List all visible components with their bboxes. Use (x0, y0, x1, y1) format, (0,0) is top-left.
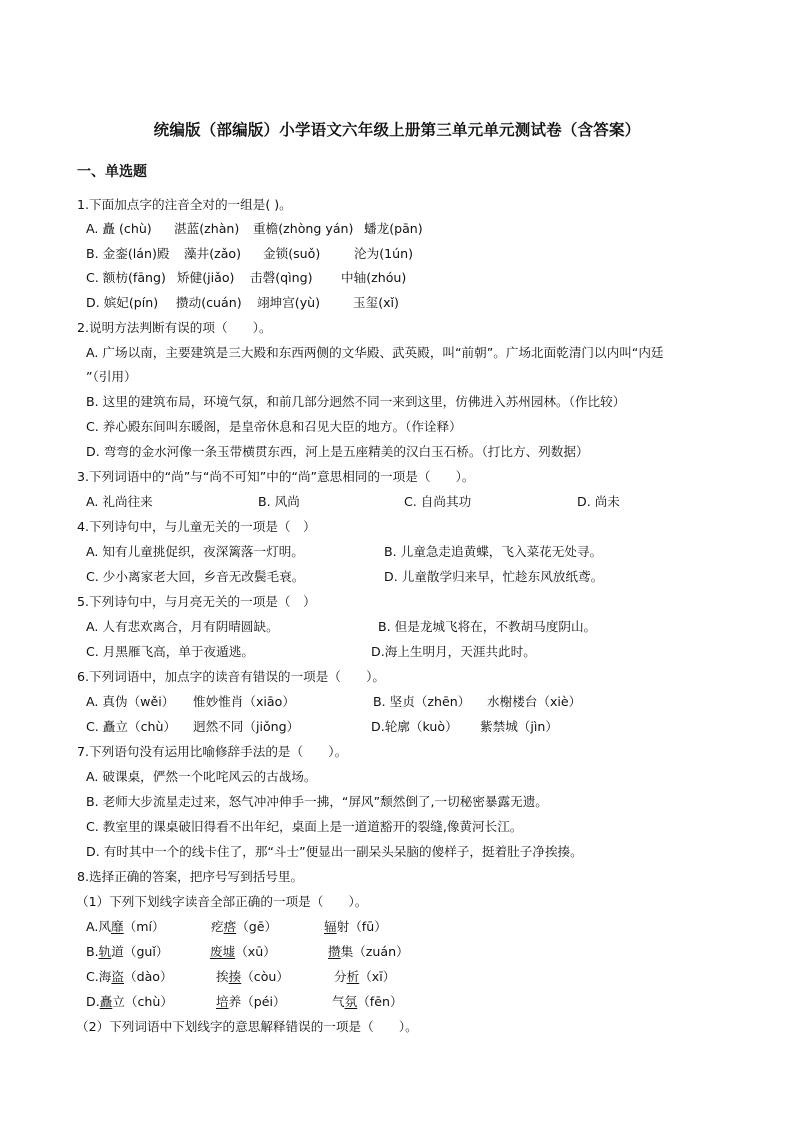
option-part: D.轮廓（kuò） (371, 719, 458, 734)
question-3-stem: 3.下列词语中的“尚”与“尚不可知”中的“尚”意思相同的一项是（ ）。 (77, 469, 475, 484)
question-7-stem: 7.下列语句没有运用比喻修辞手法的是（ ）。 (77, 744, 348, 759)
option-word (216, 993, 286, 1011)
option-part: A. 矗 (chù) (86, 221, 152, 236)
option-part: B. 金銮(lán)殿 (86, 246, 170, 261)
option-a: A. 人有悲欢离合，月有阴晴圆缺。 (86, 619, 279, 634)
option-part: 翊坤宫(yù) (257, 295, 321, 310)
option-word (334, 968, 395, 986)
question-8-sub-2: （2）下列词语中下划线字的意思解释错误的一项是（ ）。 (76, 1019, 418, 1034)
text: 道（guǐ） (111, 944, 169, 959)
option-word (211, 918, 277, 936)
text: （mí） (123, 919, 165, 934)
text: 疙 (211, 919, 224, 934)
question-2-option-d: D. 弯弯的金水河像一条玉带横贯东西，河上是五座精美的汉白玉石桥。（打比方、列数据） (86, 444, 589, 459)
option-part: 蟠龙(pān) (364, 221, 423, 236)
question-7-option-a: A. 破课桌，俨然一个叱咤风云的古战场。 (86, 769, 317, 784)
option-word (332, 993, 403, 1011)
option-c: C. 少小离家老大回，乡音无改鬓毛衰。 (86, 569, 305, 584)
option-part: 金锁(suǒ) (263, 246, 321, 261)
option-a: A. 礼尚往来 (86, 494, 153, 509)
question-8-sub-1: （1）下列下划线字读音全部正确的一项是（ ）。 (76, 894, 368, 909)
option-part: C. 矗立（chù） (86, 719, 177, 734)
text: 射（fū） (336, 919, 387, 934)
document-title: 统编版（部编版）小学语文六年级上册第三单元单元测试卷（含答案） (153, 121, 641, 139)
underlined-char: 辐 (324, 919, 337, 934)
option-part: D. 嫔妃(pín) (86, 295, 159, 310)
option-part: C. 额枋(fāng) (86, 270, 166, 285)
option-a: A. 知有儿童挑促织，夜深篱落一灯明。 (86, 544, 304, 559)
option-part: 藻井(zǎo) (184, 246, 242, 261)
option-part: 矫健(jiǎo) (177, 270, 235, 285)
option-c: C. 自尚其功 (404, 494, 472, 509)
text: 挨 (216, 969, 229, 984)
option-part: 重檐(zhòng yán) (253, 221, 354, 236)
underlined-char: 氛 (344, 994, 358, 1009)
option-c: C. 月黑雁飞高，单于夜遁逃。 (86, 644, 254, 659)
text: B. (86, 944, 99, 959)
question-2-option-c: C. 养心殿东间叫东暖阁，是皇帝休息和召见大臣的地方。（作诠释） (86, 419, 462, 434)
text: D. (86, 994, 100, 1009)
question-7-option-d: D. 有时其中一个的线卡住了，那“斗士”便显出一副呆头呆脑的傻样子，挺着肚子净挨揍。 (86, 844, 583, 859)
question-4-stem: 4.下列诗句中，与儿童无关的一项是（ ） (77, 519, 316, 534)
option-b: B. 但是龙城飞将在，不教胡马度阴山。 (378, 619, 597, 634)
underlined-char: 废墟 (210, 944, 236, 959)
underlined-char: 瘩 (223, 919, 237, 934)
option-word (210, 943, 276, 961)
option-word (86, 918, 165, 936)
option-part: 击磬(qìng) (250, 270, 313, 285)
text: A. (86, 919, 99, 934)
option-word (216, 968, 289, 986)
underlined-char: 攒 (328, 944, 341, 959)
option-d: D. 尚未 (577, 494, 620, 509)
question-8-stem: 8.选择正确的答案，把序号写到括号里。 (77, 869, 304, 884)
text: 养（péi） (228, 994, 286, 1009)
question-1-stem: 1.下面加点字的注音全对的一组是( )。 (77, 197, 292, 212)
question-2-stem: 2.说明方法判断有误的项（ ）。 (77, 320, 272, 335)
text: （dào） (123, 969, 173, 984)
question-7-option-b: B. 老师大步流星走过来，怒气冲冲伸手一拂，“屏风”颓然倒了,一切秘密暴露无遗。 (86, 794, 548, 809)
option-part: 中轴(zhóu) (341, 270, 407, 285)
text: C.海 (86, 969, 112, 984)
section-heading: 一、单选题 (77, 164, 147, 180)
underlined-char: 盗 (111, 969, 124, 984)
text: （xī） (359, 969, 396, 984)
option-d: D.海上生明月，天涯共此时。 (371, 644, 536, 659)
option-part: 迥然不同（jiǒng） (193, 719, 300, 734)
question-2-option-a-line1: A. 广场以南，主要建筑是三大殿和东西两侧的文华殿、武英殿，叫“前朝”。广场北面乾清门以内叫“内廷 (86, 345, 664, 360)
text: （gē） (236, 919, 278, 934)
text: （xū） (235, 944, 276, 959)
underlined-char: 析 (346, 969, 360, 984)
option-word (324, 918, 387, 936)
text: 气 (332, 994, 345, 1009)
text: 分 (334, 969, 347, 984)
option-b: B. 儿童急走追黄蝶，飞入菜花无处寻。 (384, 544, 603, 559)
underlined-char: 矗 (99, 994, 113, 1009)
question-7-option-c: C. 教室里的课桌破旧得看不出年纪，桌面上是一道道豁开的裂缝,像黄河长江。 (86, 819, 523, 834)
option-d: D. 儿童散学归来早，忙趁东风放纸鸢。 (384, 569, 604, 584)
text: （fēn） (357, 994, 403, 1009)
text: 风 (98, 919, 111, 934)
option-part: A. 真伪（wěi） (86, 694, 175, 709)
underlined-char: 培 (216, 994, 229, 1009)
underlined-char: 轨 (98, 944, 112, 959)
question-2-option-b: B. 这里的建筑布局，环境气氛，和前几部分迥然不同一来到这里，仿佛进入苏州园林。（作比较） (86, 394, 626, 409)
text: 立（chù） (112, 994, 173, 1009)
option-part: 紫禁城（jìn） (480, 719, 558, 734)
question-2-option-a-line2: ”（引用） (86, 369, 137, 384)
text: 集（zuán） (340, 944, 409, 959)
option-part: 湛蓝(zhàn) (174, 221, 240, 236)
option-word (86, 993, 173, 1011)
option-part: B. 坚贞（zhēn） (373, 694, 471, 709)
underlined-char: 靡 (111, 919, 124, 934)
question-6-stem: 6.下列词语中，加点字的读音有错误的一项是（ ）。 (77, 669, 385, 684)
option-part: 攒动(cuán) (176, 295, 242, 310)
option-part: 水榭楼台（xiè） (487, 694, 582, 709)
option-word (328, 943, 409, 961)
option-part: 惟妙惟肖（xiāo） (193, 694, 295, 709)
option-part: 玉玺(xǐ) (353, 295, 399, 310)
option-part: 沦为(1ún) (354, 246, 413, 261)
question-5-stem: 5.下列诗句中，与月亮无关的一项是（ ） (77, 594, 316, 609)
option-word (86, 968, 173, 986)
option-word (86, 943, 169, 961)
text: （còu） (241, 969, 289, 984)
underlined-char: 揍 (228, 969, 242, 984)
option-b: B. 风尚 (258, 494, 300, 509)
